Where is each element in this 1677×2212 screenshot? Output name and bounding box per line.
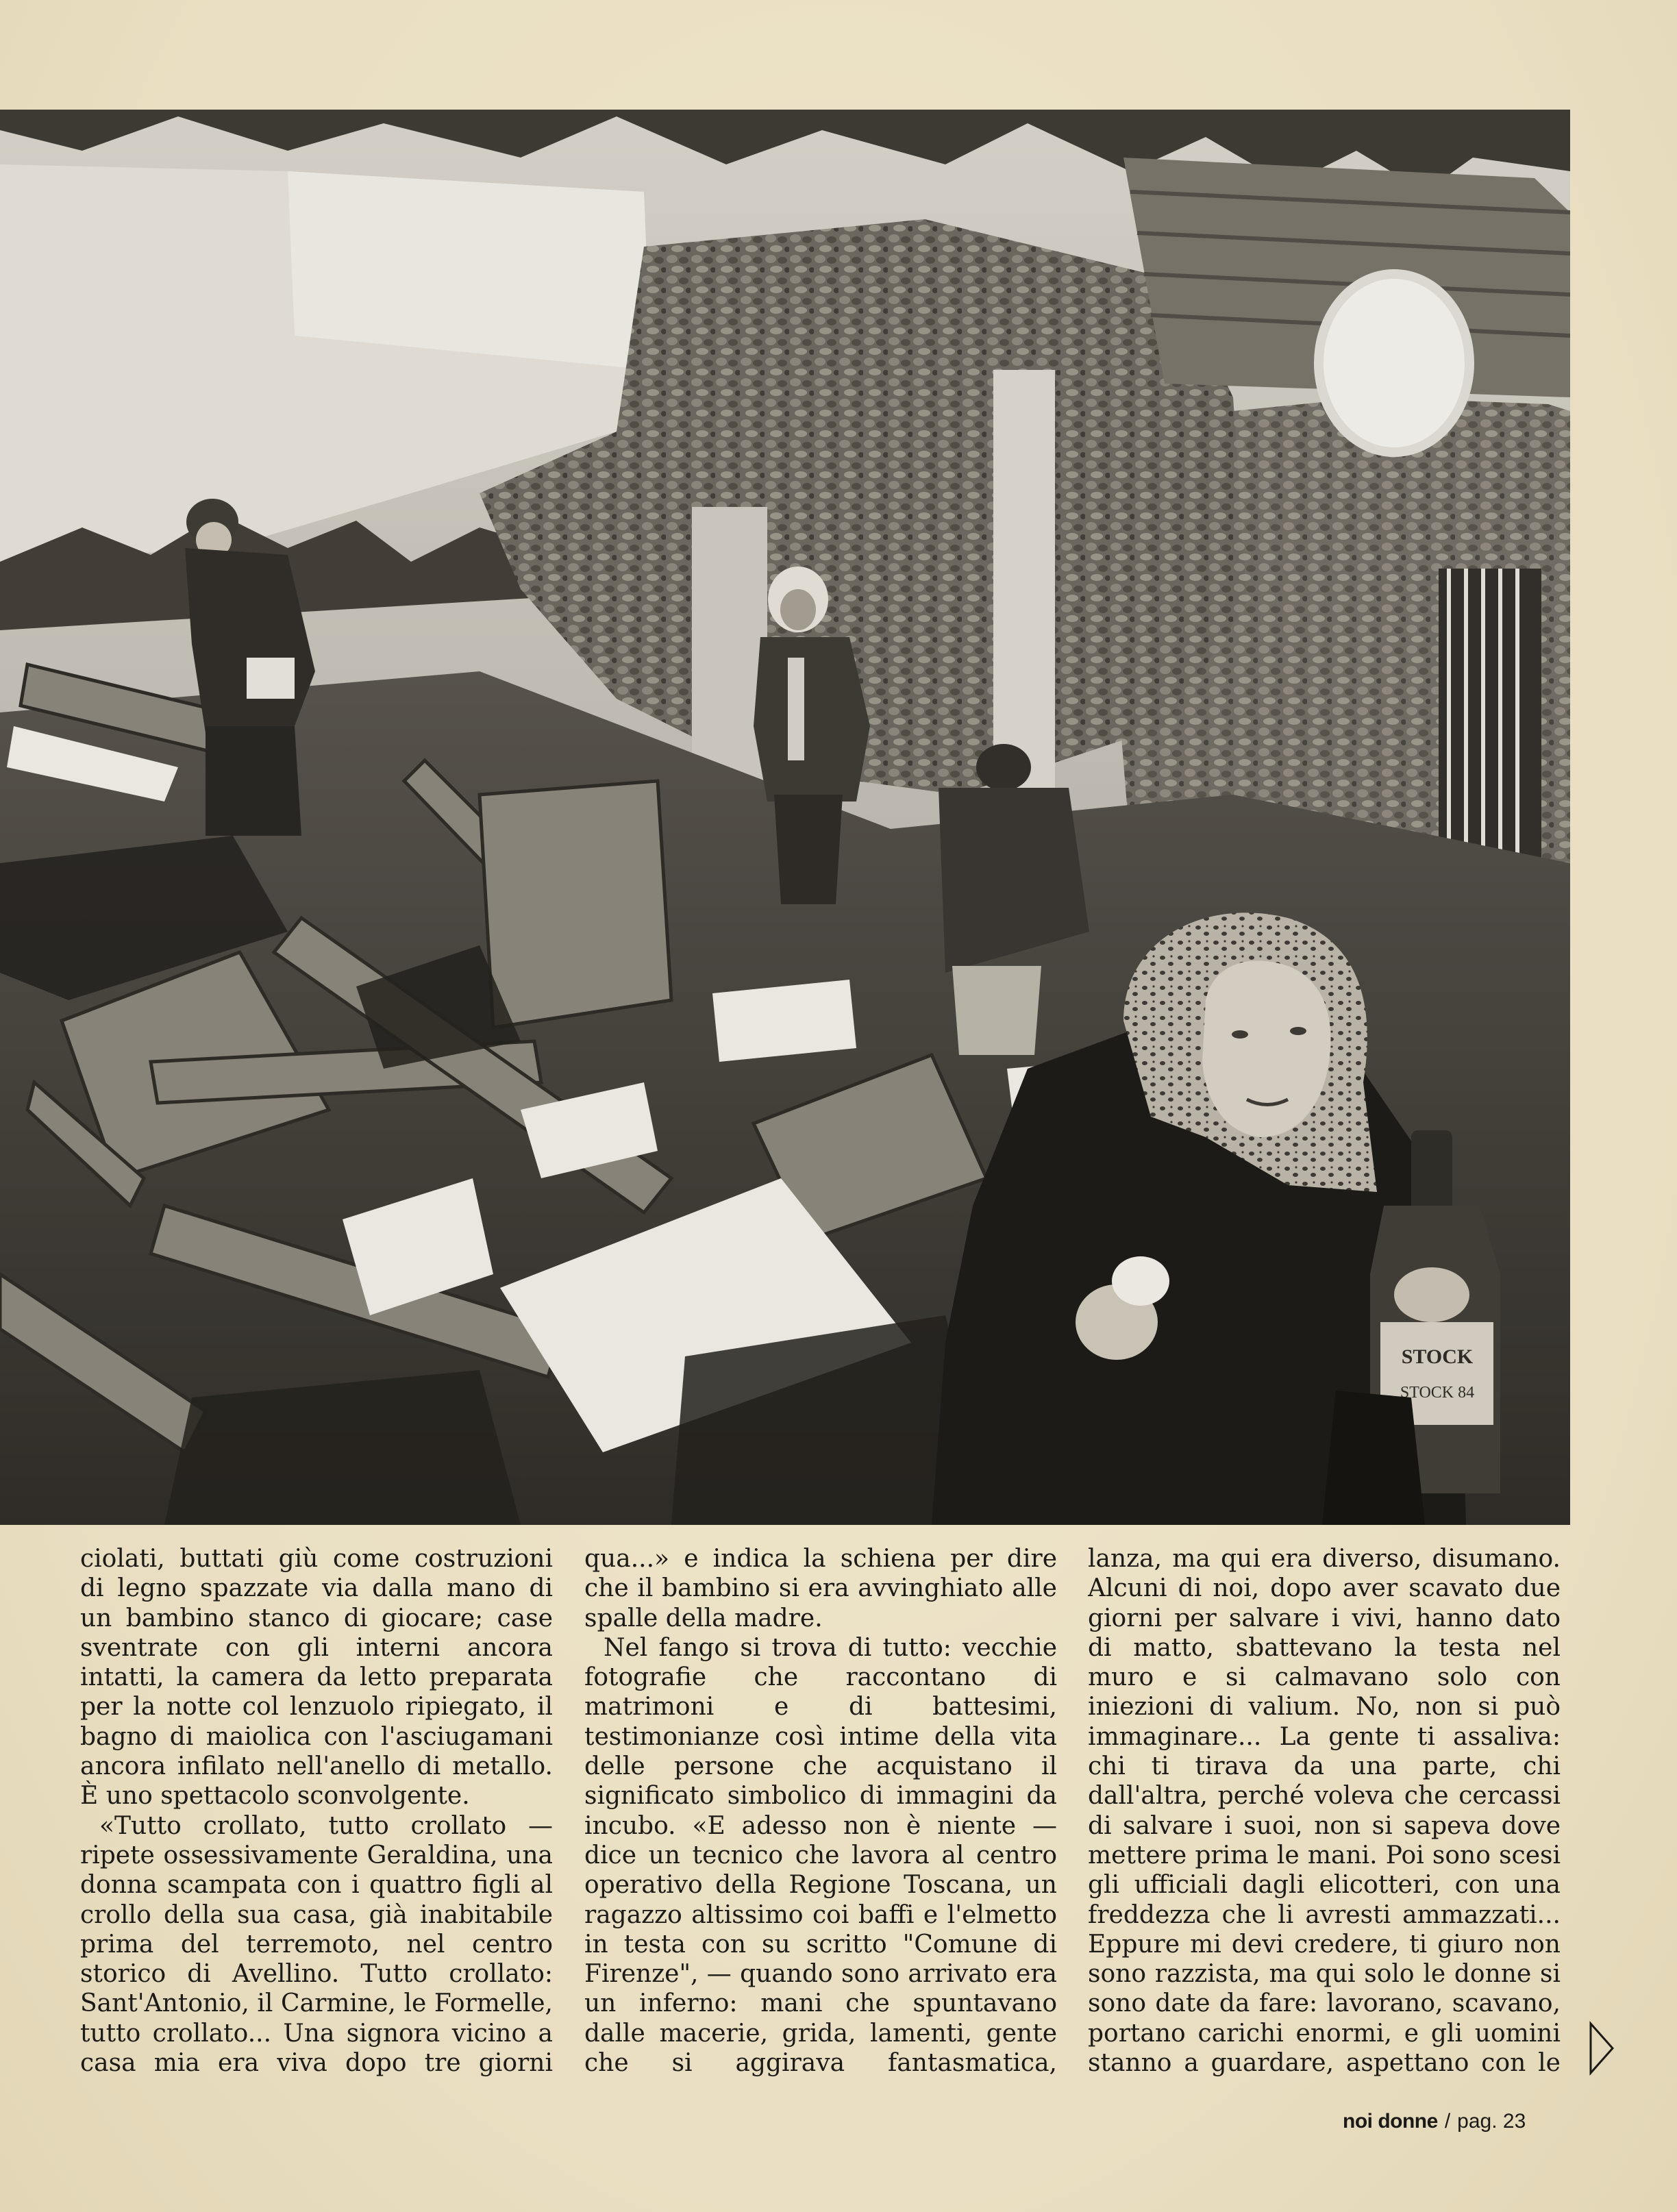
article-column-3: [1088, 1544, 1561, 2078]
article-column-2: [584, 1544, 1057, 2078]
magazine-name: noi donne: [1343, 2110, 1438, 2133]
continue-arrow-icon: [1588, 2021, 1615, 2076]
article-column-1: [80, 1544, 553, 2078]
page-footer: [1343, 2104, 1569, 2139]
paragraph: lanza, ma qui era diverso, disumano. Alcuni di noi, dopo aver scavato due giorni per salvare i vivi, hanno dato di matto, sbattevano la testa nel muro e si calmavano solo con iniezioni di valium. No, non si può immaginare... La gente ti assaliva: chi ti tirava da una parte, chi dall'altra, perché voleva che cercassi di salvare i suoi, non si sapeva dove mettere prima le mani. Poi sono scesi gli ufficiali dagli elicotteri, con una freddezza che li avresti ammazzati... Eppure mi devi credere, ti giuro non sono razzista, ma qui solo le donne si sono date da fare: lavorano, scavano, portano carichi enormi, e gli uomini stanno a guardare, aspettano con le: [1088, 1545, 1561, 2078]
paragraph: qua...» e indica la schiena per dire che il bambino si era avvinghiato alle spalle della madre.: [584, 1545, 1057, 1632]
paragraph: «Tutto crollato, tutto crollato — ripete ossessivamente Geraldina, una donna scampata con i quattro figli al crollo della sua casa, già inabitabile prima del terremoto, nel centro storico di Avellino. Tutto crollato: Sant'Antonio, il Carmine, le Formelle, tutto crollato... Una signora vicino a casa mia era viva dopo tre giorni: [80, 1811, 553, 2078]
paragraph: ciolati, buttati giù come costruzioni di legno spazzate via dalla mano di un bambino stanco di giocare; case sventrate con gli interni ancora intatti, la camera da letto preparata per la notte col lenzuolo ripiegato, il bagno di maiolica con l'asciugamani ancora infilato nell'anello di metallo. È uno spettacolo sconvolgente.: [80, 1545, 553, 1811]
footer-separator: /: [1444, 2110, 1451, 2133]
bottle-label: STOCK: [1401, 1345, 1474, 1368]
page-number: pag. 23: [1457, 2110, 1526, 2133]
earthquake-rubble-photo: [0, 110, 1570, 1525]
bottle-sublabel: STOCK 84: [1400, 1384, 1475, 1402]
paragraph: Nel fango si trova di tutto: vecchie fotografie che raccontano di matrimoni e di battesimi, testimonianze così intime della vita delle persone che acquistano il significato simbolico di immagini da incubo. «E adesso non è niente — dice un tecnico che lavora al centro operativo della Regione Toscana, un ragazzo altissimo coi baffi e l'elmetto in testa con su scritto "Comune di Firenze", — quando sono arrivato era un inferno: mani che spuntavano dalle macerie, grida, lamenti, gente che si aggirava fantasmatica,: [584, 1633, 1057, 2078]
